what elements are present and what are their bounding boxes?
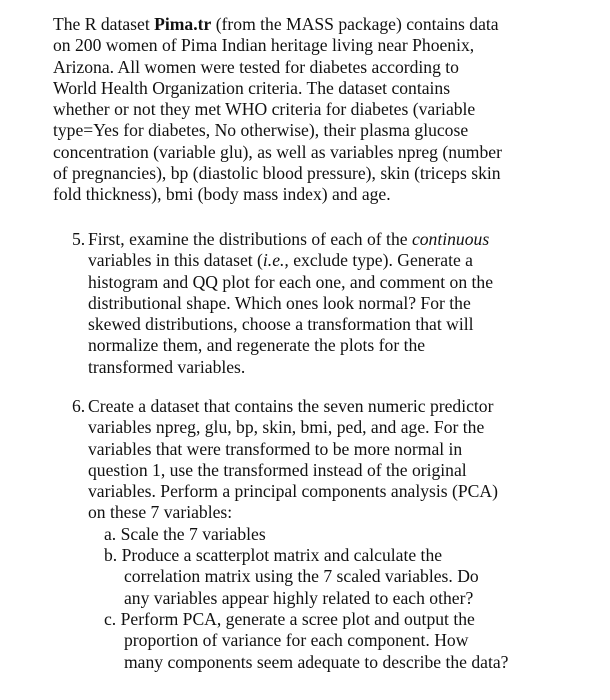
question-body <box>88 396 602 673</box>
dataset-name: Pima.tr <box>154 14 212 34</box>
intro-paragraph <box>53 14 598 206</box>
subquestion-body <box>124 630 602 673</box>
intro-line-7: concentration (variable glu), as well as variables npreg (number <box>53 141 502 162</box>
intro-line-8: of pregnancies), bp (diastolic blood pressure), skin (triceps skin <box>53 163 501 184</box>
question-number: 5. <box>72 229 86 249</box>
question-text: variables in this dataset ( <box>88 250 263 271</box>
question-line <box>88 229 602 250</box>
question-line <box>88 250 602 271</box>
question-line: variables. Perform a principal components analysis (PCA) <box>88 481 498 502</box>
question-line: question 1, use the transformed instead of the original <box>88 459 467 480</box>
subquestion-line: b. Produce a scatterplot matrix and calculate the <box>104 545 443 566</box>
emphasis-text: i.e., <box>262 250 289 271</box>
question-line: normalize them, and regenerate the plots for the <box>88 335 426 356</box>
subquestion-line: c. Perform PCA, generate a scree plot and output the <box>104 608 475 629</box>
intro-line-1 <box>53 14 598 35</box>
question-text: First, examine the distributions of each of the <box>88 229 412 249</box>
subquestion-a <box>104 524 602 545</box>
intro-line-2: on 200 women of Pima Indian heritage living near Phoenix, <box>53 35 475 56</box>
question-line: variables npreg, glu, bp, skin, bmi, ped, and age. For the <box>88 417 485 438</box>
question-5 <box>72 229 602 378</box>
question-line: skewed distributions, choose a transformation that will <box>88 314 474 335</box>
question-line: transformed variables. <box>88 356 246 377</box>
intro-line-5: whether or not they met WHO criteria for diabetes (variable <box>53 99 476 120</box>
subquestion-line: any variables appear highly related to each other? <box>124 587 474 608</box>
question-text: exclude type). Generate a <box>288 250 473 271</box>
subquestion-c <box>104 609 602 673</box>
intro-line-4: World Health Organization criteria. The dataset contains <box>53 77 451 98</box>
intro-text: The R dataset <box>53 14 155 34</box>
question-6 <box>72 396 602 673</box>
intro-line-6: type=Yes for diabetes, No otherwise), their plasma glucose <box>53 120 469 141</box>
intro-line-3: Arizona. All women were tested for diabetes according to <box>53 56 459 77</box>
subquestion-line: a. Scale the 7 variables <box>104 523 266 544</box>
question-line: histogram and QQ plot for each one, and comment on the <box>88 271 494 292</box>
question-line: Create a dataset that contains the seven numeric predictor <box>88 396 494 416</box>
intro-line-9: fold thickness), bmi (body mass index) and age. <box>53 184 391 205</box>
intro-text: (from the MASS package) contains data <box>211 14 499 34</box>
emphasis-text: continuous <box>411 229 490 249</box>
question-body <box>88 229 602 378</box>
subquestion-body <box>124 566 602 609</box>
subquestion-b <box>104 545 602 609</box>
question-number: 6. <box>72 396 86 416</box>
subquestion-line: proportion of variance for each component. How <box>124 630 469 651</box>
question-line: variables that were transformed to be more normal in <box>88 438 463 459</box>
subquestion-line: correlation matrix using the 7 scaled variables. Do <box>124 566 479 587</box>
question-line: on these 7 variables: <box>88 502 233 523</box>
subquestion-line: many components seem adequate to describe the data? <box>124 651 509 672</box>
question-line: distributional shape. Which ones look normal? For the <box>88 292 471 313</box>
